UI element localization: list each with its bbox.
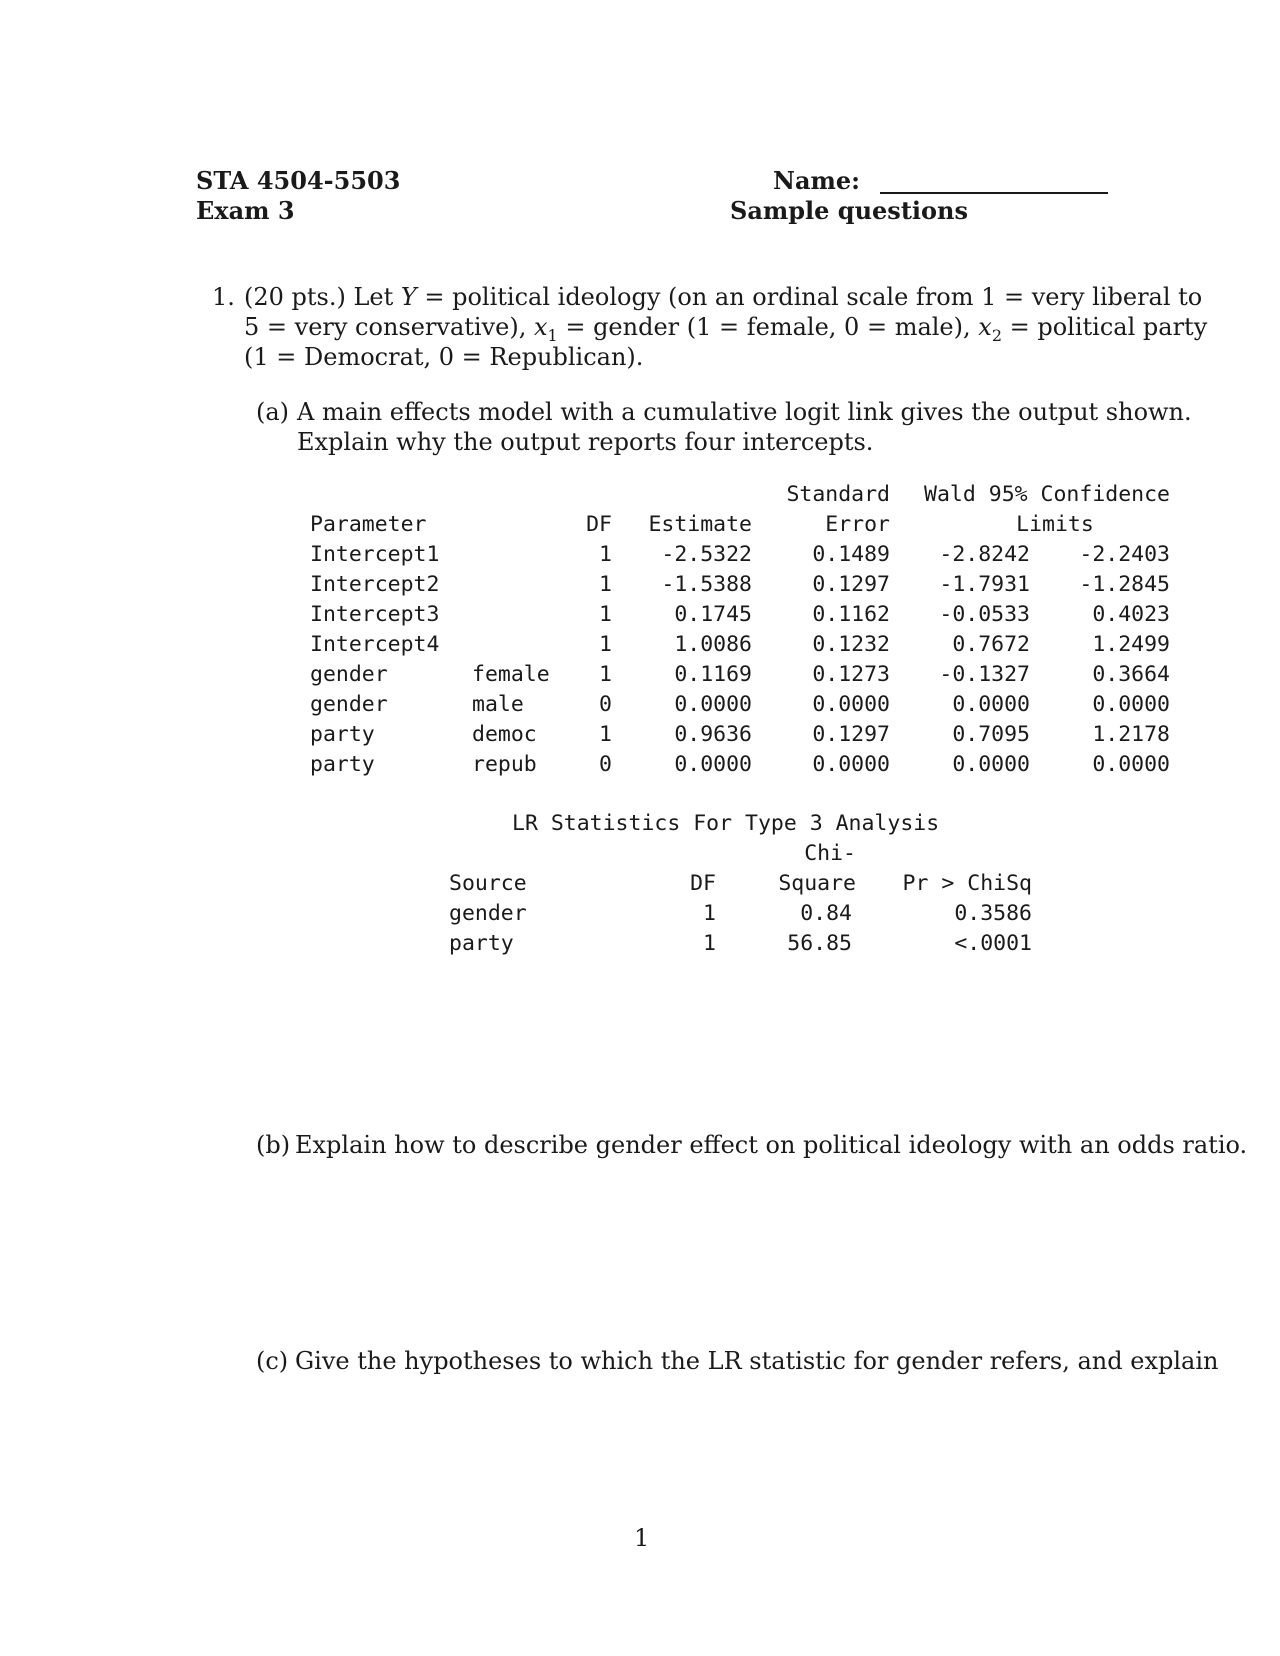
cell-df: 1 <box>599 662 612 687</box>
cell-upper-limit: -1.2845 <box>1079 572 1170 597</box>
part-c-text: Give the hypotheses to which the LR statistic for gender refers, and explain <box>295 1347 1219 1375</box>
cell-lower-limit: -0.1327 <box>939 662 1030 687</box>
cell-std-error: 0.1162 <box>812 602 890 627</box>
cell-std-error: 0.1273 <box>812 662 890 687</box>
lr-header-source: Source <box>449 871 527 896</box>
cell-estimate: 0.0000 <box>674 752 752 777</box>
cell-parameter: party <box>310 722 375 747</box>
lr-cell-source: party <box>449 931 514 956</box>
cell-upper-limit: 0.0000 <box>1092 752 1170 777</box>
header-error: Error <box>825 512 890 537</box>
cell-estimate: -1.5388 <box>661 572 752 597</box>
cell-level: male <box>472 692 524 717</box>
part-a-line-2: Explain why the output reports four intercepts. <box>297 428 874 456</box>
cell-std-error: 0.1297 <box>812 722 890 747</box>
cell-lower-limit: -1.7931 <box>939 572 1030 597</box>
cell-lower-limit: 0.7095 <box>952 722 1030 747</box>
cell-df: 1 <box>599 542 612 567</box>
lr-header-pr: Pr > ChiSq <box>902 871 1032 896</box>
cell-level: female <box>472 662 550 687</box>
lr-cell-chisq: 0.84 <box>800 901 852 926</box>
lr-cell-chisq: 56.85 <box>787 931 852 956</box>
cell-parameter: Intercept2 <box>310 572 440 597</box>
cell-estimate: -2.5322 <box>661 542 752 567</box>
cell-lower-limit: 0.0000 <box>952 692 1030 717</box>
exam-title: Exam 3 <box>196 196 295 225</box>
question-number: 1. <box>212 283 235 311</box>
header-standard: Standard <box>786 482 890 507</box>
lr-cell-df: 1 <box>703 931 716 956</box>
cell-lower-limit: -0.0533 <box>939 602 1030 627</box>
cell-std-error: 0.1297 <box>812 572 890 597</box>
part-b-text: Explain how to describe gender effect on political ideology with an odds ratio. <box>295 1131 1248 1159</box>
page-number: 1 <box>634 1524 650 1552</box>
lr-cell-p: 0.3586 <box>954 901 1032 926</box>
cell-estimate: 0.9636 <box>674 722 752 747</box>
name-label: Name: <box>773 166 861 195</box>
cell-level: repub <box>472 752 537 777</box>
header-estimate: Estimate <box>648 512 752 537</box>
cell-parameter: Intercept4 <box>310 632 440 657</box>
question-line-1: (20 pts.) Let Y = political ideology (on an ordinal scale from 1 = very liberal to <box>244 283 1203 311</box>
cell-df: 1 <box>599 722 612 747</box>
cell-upper-limit: 0.3664 <box>1092 662 1170 687</box>
cell-upper-limit: 0.4023 <box>1092 602 1170 627</box>
header-wald: Wald 95% Confidence <box>924 482 1170 507</box>
cell-df: 0 <box>599 692 612 717</box>
lr-table-title: LR Statistics For Type 3 Analysis <box>512 811 940 836</box>
question-line-2: 5 = very conservative), $x_1$ = gender (1 = female, 0 = male), $x_2$ = political party <box>244 313 1208 345</box>
cell-level: democ <box>472 722 537 747</box>
cell-lower-limit: 0.0000 <box>952 752 1030 777</box>
part-a-line-1: A main effects model with a cumulative logit link gives the output shown. <box>297 398 1192 426</box>
cell-std-error: 0.0000 <box>812 752 890 777</box>
cell-df: 1 <box>599 602 612 627</box>
cell-std-error: 0.1232 <box>812 632 890 657</box>
cell-upper-limit: 0.0000 <box>1092 692 1170 717</box>
cell-std-error: 0.0000 <box>812 692 890 717</box>
header-df: DF <box>586 512 612 537</box>
cell-df: 1 <box>599 632 612 657</box>
lr-cell-p: <.0001 <box>954 931 1032 956</box>
lr-header-chi: Chi- <box>804 841 856 866</box>
course-code: STA 4504-5503 <box>196 166 401 195</box>
cell-parameter: Intercept3 <box>310 602 440 627</box>
cell-lower-limit: 0.7672 <box>952 632 1030 657</box>
subtitle: Sample questions <box>730 196 968 225</box>
cell-parameter: gender <box>310 662 388 687</box>
cell-std-error: 0.1489 <box>812 542 890 567</box>
cell-parameter: gender <box>310 692 388 717</box>
lr-header-square: Square <box>778 871 856 896</box>
part-b-label: (b) <box>256 1131 291 1159</box>
question-line-3: (1 = Democrat, 0 = Republican). <box>244 343 644 371</box>
cell-estimate: 0.1169 <box>674 662 752 687</box>
header-limits: Limits <box>1016 512 1094 537</box>
cell-lower-limit: -2.8242 <box>939 542 1030 567</box>
cell-upper-limit: 1.2499 <box>1092 632 1170 657</box>
part-c-label: (c) <box>256 1347 289 1375</box>
cell-upper-limit: 1.2178 <box>1092 722 1170 747</box>
name-blank-line <box>880 192 1108 194</box>
header-parameter: Parameter <box>310 512 427 537</box>
cell-estimate: 0.0000 <box>674 692 752 717</box>
cell-upper-limit: -2.2403 <box>1079 542 1170 567</box>
lr-cell-source: gender <box>449 901 527 926</box>
cell-parameter: party <box>310 752 375 777</box>
cell-df: 1 <box>599 572 612 597</box>
cell-parameter: Intercept1 <box>310 542 440 567</box>
cell-estimate: 1.0086 <box>674 632 752 657</box>
part-a-label: (a) <box>256 398 290 426</box>
lr-header-df: DF <box>690 871 716 896</box>
cell-df: 0 <box>599 752 612 777</box>
cell-estimate: 0.1745 <box>674 602 752 627</box>
lr-cell-df: 1 <box>703 901 716 926</box>
